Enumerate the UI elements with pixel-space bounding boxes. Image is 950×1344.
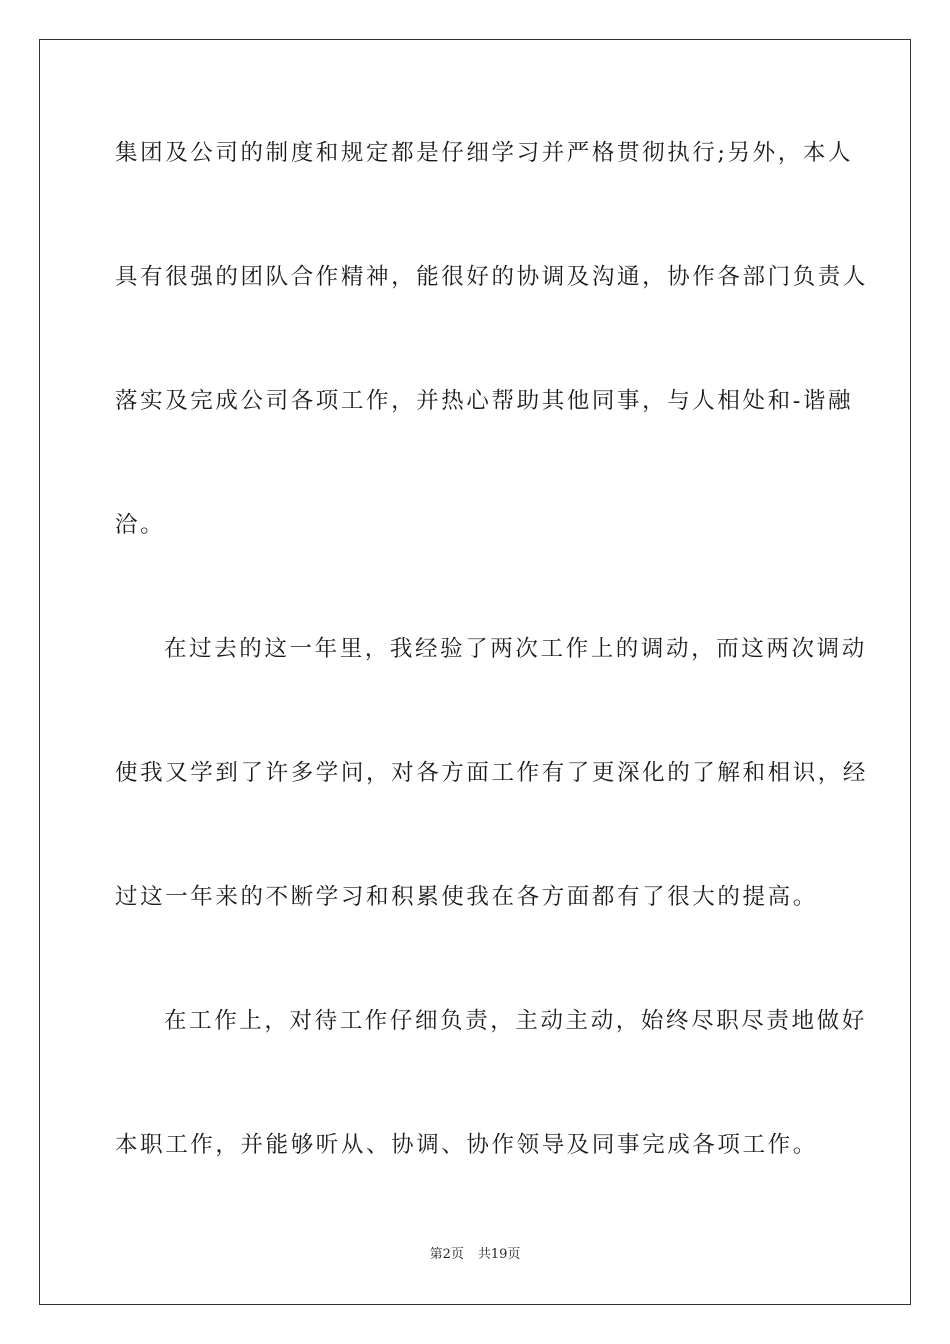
- body-line: 使我又学到了许多学问，对各方面工作有了更深化的了解和相识，经: [115, 760, 869, 786]
- page-border: [39, 39, 911, 1305]
- body-line: 洽。: [115, 512, 166, 538]
- body-line: 过这一年来的不断学习和积累使我在各方面都有了很大的提高。: [115, 884, 818, 910]
- paragraph-first-line: 在过去的这一年里，我经验了两次工作上的调动，而这两次调动: [164, 636, 867, 662]
- page-footer: [0, 1246, 950, 1264]
- body-line: 具有很强的团队合作精神，能很好的协调及沟通，协作各部门负责人: [115, 264, 869, 290]
- body-line: 本职工作，并能够听从、协调、协作领导及同事完成各项工作。: [115, 1132, 818, 1158]
- body-line: 集团及公司的制度和规定都是仔细学习并严格贯彻执行;另外，本人: [115, 140, 854, 166]
- page-number: 第2页: [429, 1247, 464, 1262]
- page-total: 共19页: [477, 1247, 521, 1262]
- paragraph-first-line: 在工作上，对待工作仔细负责，主动主动，始终尽职尽责地做好: [164, 1008, 867, 1034]
- body-line: 落实及完成公司各项工作，并热心帮助其他同事，与人相处和-谐融: [115, 388, 854, 414]
